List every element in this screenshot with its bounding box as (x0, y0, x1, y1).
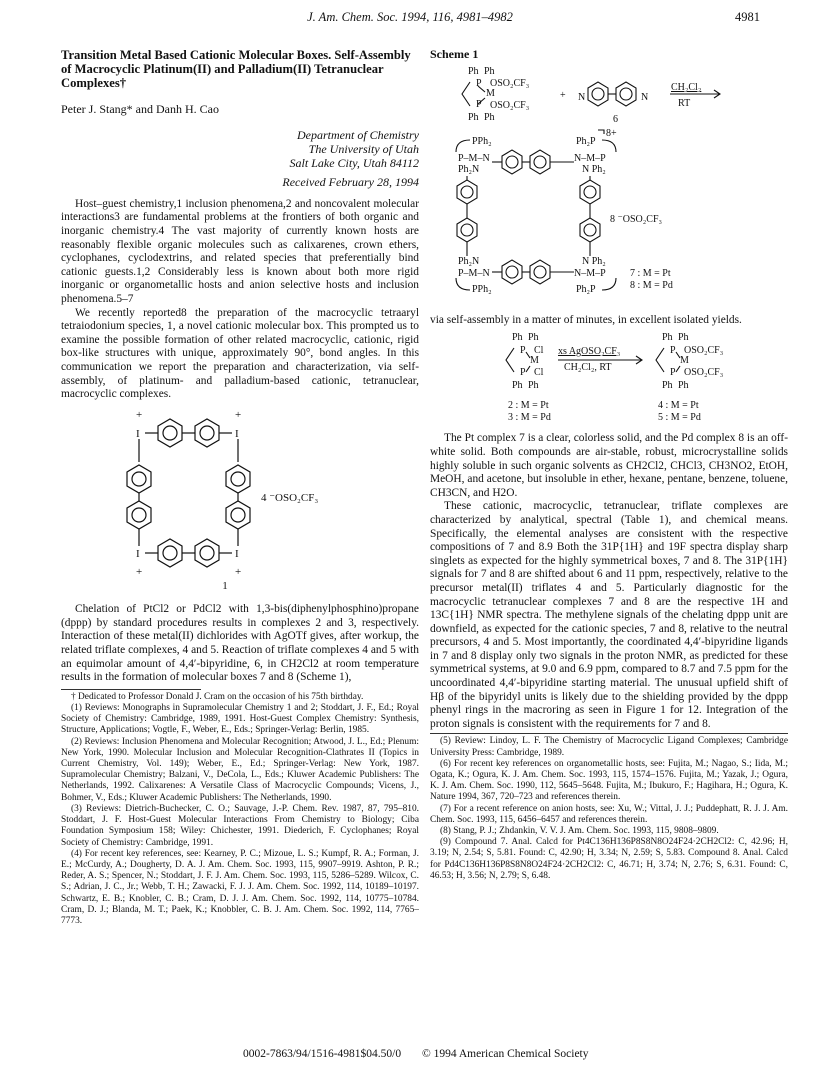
product-label: 8 : M = Pd (630, 279, 673, 291)
structure-1-figure (61, 408, 419, 578)
body-paragraph: These cationic, macrocyclic, tetranuclear, triflate complexes are characterized by analytical, spectral (Table 1), and chemical means. Specifically, the elemental analyses are consistent with the respective compositions of 7 and 8.9 Both the 31P{1H} and 19F spectra display sharp singlets as expected for the highly symmetrical boxes, 7 and 8. The 31P{1H} signals for 7 and 8 are shifted about 6 and 11 ppm, respectively, relative to the precursor metal(II) triflates 4 and 5. Particularly diagnostic for the macrocyclic tetranuclear complexes 7 and 8 are the respective 1H and 13C{1H} NMR spectra. The methylene signals of the chelating dppp unit are downfield, as expected for the cationic species, 7 and 8, relative to the neutral precursors, 4 and 5. Most importantly, the coordinated 4,4′-bipyridine ligands in 7 and 8 display only two signals in the proton NMR, as predicted for these symmetrical systems, at 9.0 and 6.9 ppm, compared to 8.7 and 7.5 ppm for the uncoordinated 4,4′-bipyridine starting material. The unusual upfield shift of Hβ of the bipyridyl units is likely due to the shielding provided by the dppp phenyl rings in the macroring as seen in Figure 1 for 12. Integration of the proton signals is consistent with the requirements for 7 and 8. (430, 500, 788, 730)
product-label: 7 : M = Pt (630, 267, 671, 279)
compound-label: 6 (613, 113, 618, 125)
chloride-label: Cl (534, 366, 544, 378)
ph-label: Ph (484, 65, 495, 77)
article-title: Transition Metal Based Cationic Molecular Boxes. Self-Assembly of Macrocyclic Platinum(II) and Palladium(II) Tetranuclear Complexes† (61, 48, 411, 91)
footnote-rule (430, 733, 788, 734)
ph-label: Ph (484, 111, 495, 123)
charge-label: 8+ (606, 127, 617, 139)
metal-center-label: N–M–P (574, 152, 606, 164)
phosphorus-label: P (520, 344, 526, 356)
ph-label: Ph (678, 331, 689, 343)
metal-center-label: P–M–N (458, 152, 490, 164)
phosphorus-label: P (670, 344, 676, 356)
scheme-label: Scheme 1 (430, 47, 479, 61)
footnote: (8) Stang, P. J.; Zhdankin, V. V. J. Am. Chem. Soc. 1993, 115, 9808–9809. (440, 826, 719, 837)
copyright-notice: © 1994 American Chemical Society (422, 1048, 589, 1060)
iodine-label: I (136, 547, 140, 560)
footnote: (5) Review: Lindoy, L. F. The Chemistry of Macrocyclic Ligand Complexes; Cambridge University Press: Cambridge, 1989. (430, 736, 788, 758)
body-paragraph: We recently reported8 the preparation of the macrocyclic tetraaryl tetraiodonium species, 1, a novel cationic molecular box. This prompted us to examine the possible formation of other related macrocyclic, cationic, rigid box-like structures with unique, approximately 90°, bond angles. In this communication we report the preparation and characterization, via self-assembly, of platinum- and palladium-based cationic, tetranuclear, macrocyclic complexes. (61, 306, 419, 401)
triflate-scheme-figure (430, 328, 788, 428)
compound-label: 3 : M = Pd (508, 411, 551, 423)
ph-label: Ph (528, 331, 539, 343)
body-paragraph: Host–guest chemistry,1 inclusion phenomena,2 and noncovalent molecular interactions3 are fundamental problems at the frontiers of both organic and inorganic chemistry.4 The vast majority of currently known hosts are reasonably flexible organic molecules such as calixarenes, crown ethers, cyclophanes, cyclodextrins, and related species that preferentially bind cationic guests.1,2 Considerably less is known about both more rigid inorganic or organometallic hosts and anion selective hosts and inclusion phenomena.5–7 (61, 197, 419, 305)
phosphorus-label: Ph₂P (576, 283, 596, 295)
otf-label: OSO₂CF₃ (490, 99, 530, 111)
reagent-label: xs AgOSO₂CF₃ (558, 345, 621, 357)
otf-label: OSO₂CF₃ (490, 77, 530, 89)
otf-label: OSO₂CF₃ (684, 344, 724, 356)
iodine-label: I (235, 547, 239, 560)
counterion-label: 8 ⁻OSO₂CF₃ (610, 213, 662, 225)
reagent-label: CH₂Cl₂, RT (564, 361, 612, 373)
author-list: Peter J. Stang* and Danh H. Cao (61, 101, 219, 116)
scheme-1-figure (430, 64, 788, 310)
right-column (430, 48, 788, 882)
phosphorus-label: P (520, 366, 526, 378)
nitrogen-label: N (641, 91, 649, 103)
counterion-label: 4 ⁻OSO₂CF₃ (261, 491, 319, 504)
ph-label: Ph (678, 379, 689, 391)
ph-label: Ph (512, 379, 523, 391)
solvent-label: CH₂Cl₂ (671, 81, 702, 93)
footnote: † Dedicated to Professor Donald J. Cram on the occasion of his 75th birthday. (71, 691, 364, 702)
article-code: 0002-7863/94/1516-4981$04.50/0 (243, 1048, 402, 1060)
plus-sign: + (235, 408, 242, 421)
compound-label: 4 : M = Pt (658, 399, 699, 411)
footnote-rule (61, 689, 201, 690)
phosphorus-label: N Ph₂ (582, 163, 606, 175)
compound-label: 5 : M = Pd (658, 411, 701, 423)
affiliation-line: Salt Lake City, Utah 84112 (289, 156, 419, 171)
running-head (0, 10, 820, 30)
footnote: (2) Reviews: Inclusion Phenomena and Molecular Recognition; Atwood, J. L., Ed.; Plenum: New York, 1990. Molecular Inclusion and Molecular Recognition-Clathrates II (Topics in Current Chemistry, Vol. 149); Weber, E., Ed.; Springer-Verlag: New York, 1987. Supramolecular Chemistry; Balzani, V., DeCola, L., Eds.; Kluwer Academic Publishers: The Netherlands, 1992. Calixarenes: A Versatile Class of Macrocyclic Compounds; Vicens, J., Bohmer, V., Eds.; Kluwer Academic Publishers: The Netherlands, 1990. (61, 736, 419, 803)
footnote: (3) Reviews: Dietrich-Buchecker, C. O.; Sauvage, J.-P. Chem. Rev. 1987, 87, 795–810. Stoddart, J. F. Host-Guest Molecular Interactions From Chemistry to Biology; Ciba Foundation Symposium 158; Wiley: Chichester, 1991. Diederich, F. Cyclophanes; Royal Society of Chemistry: Cambridge, 1991. (61, 803, 419, 848)
received-date: Received February 28, 1994 (282, 175, 419, 190)
phosphorus-label: Ph₂N (458, 163, 480, 175)
left-column (61, 48, 419, 927)
plus-sign: + (560, 89, 566, 101)
affiliation (61, 128, 419, 170)
affiliation-line: The University of Utah (308, 142, 419, 157)
ph-label: Ph (662, 331, 673, 343)
ph-label: Ph (662, 379, 673, 391)
conditions-label: RT (678, 97, 691, 109)
phosphorus-label: Ph₂P (576, 135, 596, 147)
nitrogen-label: N (578, 91, 586, 103)
ph-label: Ph (512, 331, 523, 343)
footnote: (6) For recent key references on organometallic hosts, see: Fujita, M.; Nagao, S.; Iida, M.; Ogata, K.; Ogura, K. J. Am. Chem. Soc. 1993, 115, 1574–1576. Fujita, M.; Yazak, J.; Ogura, K. J. Am. Chem. Soc. 1990, 112, 5645–5648. Fujita, M.; Ibukuro, F.; Hagihara, H.; Ogura, K. Nature 1994, 367, 720–723 and references therein. (430, 758, 788, 803)
metal-label: M (530, 354, 539, 366)
footnote: (7) For a recent reference on anion hosts, see: Xu, W.; Vittal, J. J.; Puddephatt, R. J. J. Am. Chem. Soc. 1993, 115, 6456–6457 and references therein. (430, 803, 788, 825)
body-paragraph: via self-assembly in a matter of minutes, in excellent isolated yields. (430, 314, 742, 327)
journal-citation: J. Am. Chem. Soc. 1994, 116, 4981–4982 (307, 10, 513, 24)
phosphorus-label: P (476, 98, 482, 110)
phosphorus-label: PPh₂ (472, 283, 492, 295)
phosphorus-label: Ph₂N (458, 255, 480, 267)
footnotes-right (430, 736, 788, 882)
plus-sign: + (235, 565, 242, 578)
footnotes-left (61, 692, 419, 927)
body-paragraph: The Pt complex 7 is a clear, colorless solid, and the Pd complex 8 is an off-white solid. Both compounds are air-stable, robust, microcrystalline solids highly soluble in such organic solvents as CH2Cl2, CHCl3, CH3NO2, EtOH, MeOH, and acetone, but insoluble in ether, hexane, pentane, benzene, toluene, CH3CN, and H2O. (430, 432, 788, 499)
iodine-label: I (235, 427, 239, 440)
iodine-label: I (136, 427, 140, 440)
otf-label: OSO₂CF₃ (684, 366, 724, 378)
plus-sign: + (136, 408, 143, 421)
ph-label: Ph (528, 379, 539, 391)
body-paragraph: Chelation of PtCl2 or PdCl2 with 1,3-bis(diphenylphosphino)propane (dppp) by standard procedures results in complexes 2 and 3, respectively. Interaction of these metal(II) dichlorides with AgOTf gives, after workup, the related triflate complexes, 4 and 5. Reaction of triflate complexes 4 and 5 with an equimolar amount of 4,4′-bipyridine, 6, in CH2Cl2 at room temperature results in the formation of molecular boxes 7 and 8 (Scheme 1), (61, 603, 419, 684)
metal-label: M (486, 87, 495, 99)
phosphorus-label: P (670, 366, 676, 378)
ph-label: Ph (468, 65, 479, 77)
footnote: (9) Compound 7. Anal. Calcd for Pt4C136H136P8S8N8O24F24·2CH2Cl2: C, 42.96; H, 3.19; N, 2.54; S, 5.81. Found: C, 42.90; H, 3.34; N, 2.59; S, 5.83. Compound 8. Anal. Calcd for Pd4C136H136P8S8N8O24F24·2CH2Cl2: C, 46.71; H, 3.74; N, 2.76; S, 6.31. Found: C, 46.53; H, 3.56; N, 2.79; S, 6.48. (430, 837, 788, 881)
phosphorus-label: PPh₂ (472, 135, 492, 147)
footnote: (1) Reviews: Monographs in Supramolecular Chemistry 1 and 2; Stoddart, J. F., Ed.; Royal Society of Chemistry: Cambridge, 1989, 1991. Host-Guest Complex Chemistry: Synthesis, Structure, Applications; Vogtle, F., Weber, E., Eds.; Springer-Verlag: Berlin, 1985. (61, 703, 419, 736)
metal-label: M (680, 354, 689, 366)
metal-center-label: P–M–N (458, 267, 490, 279)
metal-center-label: N–M–P (574, 267, 606, 279)
phosphorus-label: N Ph₂ (582, 255, 606, 267)
page-number: 4981 (735, 10, 760, 24)
affiliation-line: Department of Chemistry (297, 128, 419, 143)
plus-sign: + (136, 565, 143, 578)
compound-label: 1 (222, 579, 228, 592)
ph-label: Ph (468, 111, 479, 123)
chloride-label: Cl (534, 344, 544, 356)
compound-label: 2 : M = Pt (508, 399, 549, 411)
footnote: (4) For recent key references, see: Kearney, P. C.; Mizoue, L. S.; Kumpf, R. A.; Forman, J. E.; McCurdy, A.; Dougherty, D. A. J. Am. Chem. Soc. 1993, 115, 9907–9919. Ashton, P. R.; Reder, A. S.; Spencer, N.; Stoddart, J. F. J. Am. Chem. Soc. 1993, 115, 5286–5289. Wilcox, C. S.; Adrian, J. C., Jr.; Webb, T. H.; Zawacki, F. J. J. Am. Chem. Soc. 1992, 114, 10189–10197. Schwartz, E. B.; Knobler, C. B.; Cram, D. J. J. Am. Chem. Soc. 1992, 114, 10775–10784. Cram, D. J.; Blanda, M. T.; Paek, K.; Knobbler, C. B. J. Am. Chem. Soc. 1992, 114, 7765–7773. (61, 848, 419, 926)
phosphorus-label: P (476, 77, 482, 89)
